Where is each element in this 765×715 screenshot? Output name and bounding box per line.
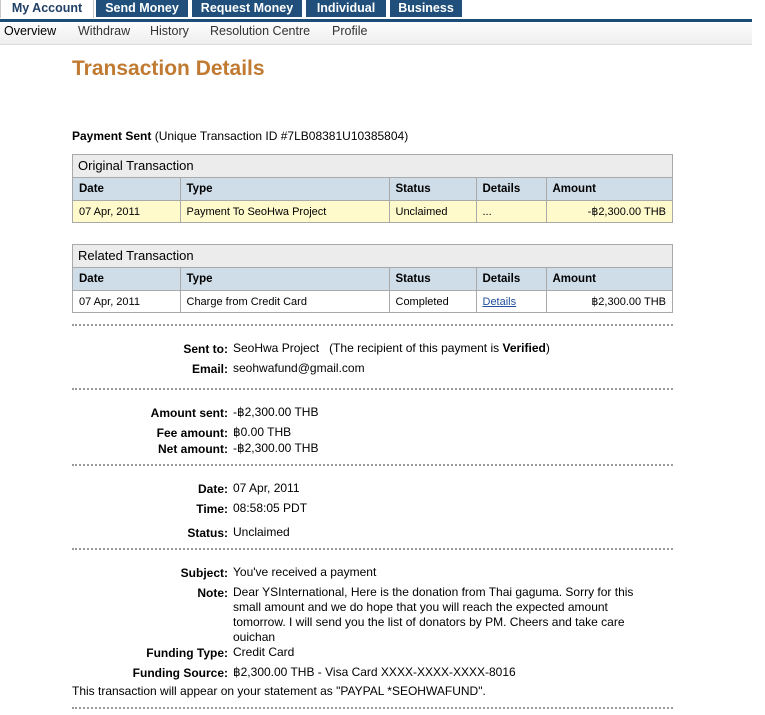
note-value: Dear YSInternational, Here is the donation from Thai gaguma. Sorry for this small amount and we do hope that you will reach the expected amount tomorrow. I will send you the list of donators by PM. Cheers and take care ouichan [233, 585, 634, 644]
col-status: Status [389, 268, 476, 291]
cell-date: 07 Apr, 2011 [73, 201, 180, 223]
net-amount-label: Net amount: [158, 442, 228, 456]
col-amount: Amount [546, 268, 672, 291]
col-amount: Amount [546, 178, 672, 201]
cell-status: Unclaimed [389, 201, 476, 223]
table-row [73, 291, 672, 313]
cell-type: Charge from Credit Card [180, 291, 389, 313]
verified-status: Verified [502, 341, 546, 355]
original-transaction-table [73, 178, 672, 222]
tab-send-money[interactable]: Send Money [96, 0, 188, 17]
funding-source-label: Funding Source: [132, 666, 228, 680]
tab-individual[interactable]: Individual [306, 0, 386, 17]
original-transaction-title: Original Transaction [73, 155, 672, 178]
verified-prefix: (The recipient of this payment is [329, 341, 503, 355]
time-label: Time: [196, 502, 228, 516]
cell-amount: -฿2,300.00 THB [546, 201, 672, 223]
subnav-withdraw[interactable]: Withdraw [78, 24, 131, 38]
cell-status: Completed [389, 291, 476, 313]
transaction-id: (Unique Transaction ID #7LB08381U10385804) [151, 129, 409, 143]
subnav-overview[interactable]: Overview [4, 24, 57, 38]
cell-type: Payment To SeoHwa Project [180, 201, 389, 223]
cell-amount: ฿2,300.00 THB [591, 296, 666, 308]
original-transaction-box [72, 154, 673, 223]
status-value: Unclaimed [233, 525, 290, 539]
details-link[interactable]: Details [482, 295, 517, 308]
verified-suffix: ) [545, 341, 550, 355]
fee-amount-value: ฿0.00 THB [233, 425, 292, 439]
subject-label: Subject: [180, 566, 228, 580]
col-details: Details [476, 178, 546, 201]
related-transaction-title: Related Transaction [73, 245, 672, 268]
subnav-resolution-centre[interactable]: Resolution Centre [210, 24, 311, 38]
date-label: Date: [197, 482, 228, 496]
col-type: Type [180, 178, 389, 201]
page-title: Transaction Details [72, 57, 265, 80]
sent-to-label: Sent to: [183, 342, 228, 356]
sub-navigation [0, 22, 752, 45]
time-value: 08:58:05 PDT [233, 501, 308, 515]
cell-date: 07 Apr, 2011 [73, 291, 180, 313]
col-details: Details [476, 268, 546, 291]
col-date: Date [73, 268, 180, 291]
funding-type-value: Credit Card [233, 645, 295, 659]
payment-sent-label: Payment Sent [72, 129, 152, 143]
cell-details [476, 291, 546, 313]
divider [72, 388, 673, 390]
amount-sent-label: Amount sent: [150, 406, 228, 420]
table-header-row [73, 178, 672, 201]
subject-value: You've received a payment [233, 565, 377, 579]
email-label: Email: [191, 362, 228, 376]
status-label: Status: [187, 526, 228, 540]
table-row [73, 201, 672, 223]
tab-business[interactable]: Business [390, 0, 462, 17]
amount-sent-value: -฿2,300.00 THB [233, 405, 319, 419]
col-date: Date [73, 178, 180, 201]
col-type: Type [180, 268, 389, 291]
sent-to-value [233, 341, 550, 355]
table-header-row [73, 268, 672, 291]
related-transaction-table [73, 268, 672, 312]
divider [72, 548, 673, 550]
statement-note: This transaction will appear on your statement as "PAYPAL *SEOHWAFUND". [72, 684, 486, 698]
tab-my-account[interactable]: My Account [0, 0, 94, 18]
funding-type-label: Funding Type: [146, 646, 228, 660]
cell-details: ... [476, 201, 546, 223]
col-status: Status [389, 178, 476, 201]
net-amount-value: -฿2,300.00 THB [233, 441, 319, 455]
email-value: seohwafund@gmail.com [233, 361, 365, 375]
funding-source-value: ฿2,300.00 THB - Visa Card XXXX-XXXX-XXXX-8016 [233, 665, 516, 679]
related-transaction-box [72, 244, 673, 313]
recipient-name: SeoHwa Project [233, 341, 320, 355]
payment-sent-heading [72, 129, 408, 143]
subnav-profile[interactable]: Profile [332, 24, 368, 38]
tab-request-money[interactable]: Request Money [192, 0, 302, 17]
fee-amount-label: Fee amount: [156, 426, 228, 440]
divider [72, 464, 673, 466]
divider [72, 707, 673, 709]
note-label: Note: [197, 586, 228, 600]
subnav-history[interactable]: History [150, 24, 189, 38]
main-tab-bar [0, 0, 752, 24]
divider [72, 324, 673, 326]
date-value: 07 Apr, 2011 [233, 481, 300, 495]
